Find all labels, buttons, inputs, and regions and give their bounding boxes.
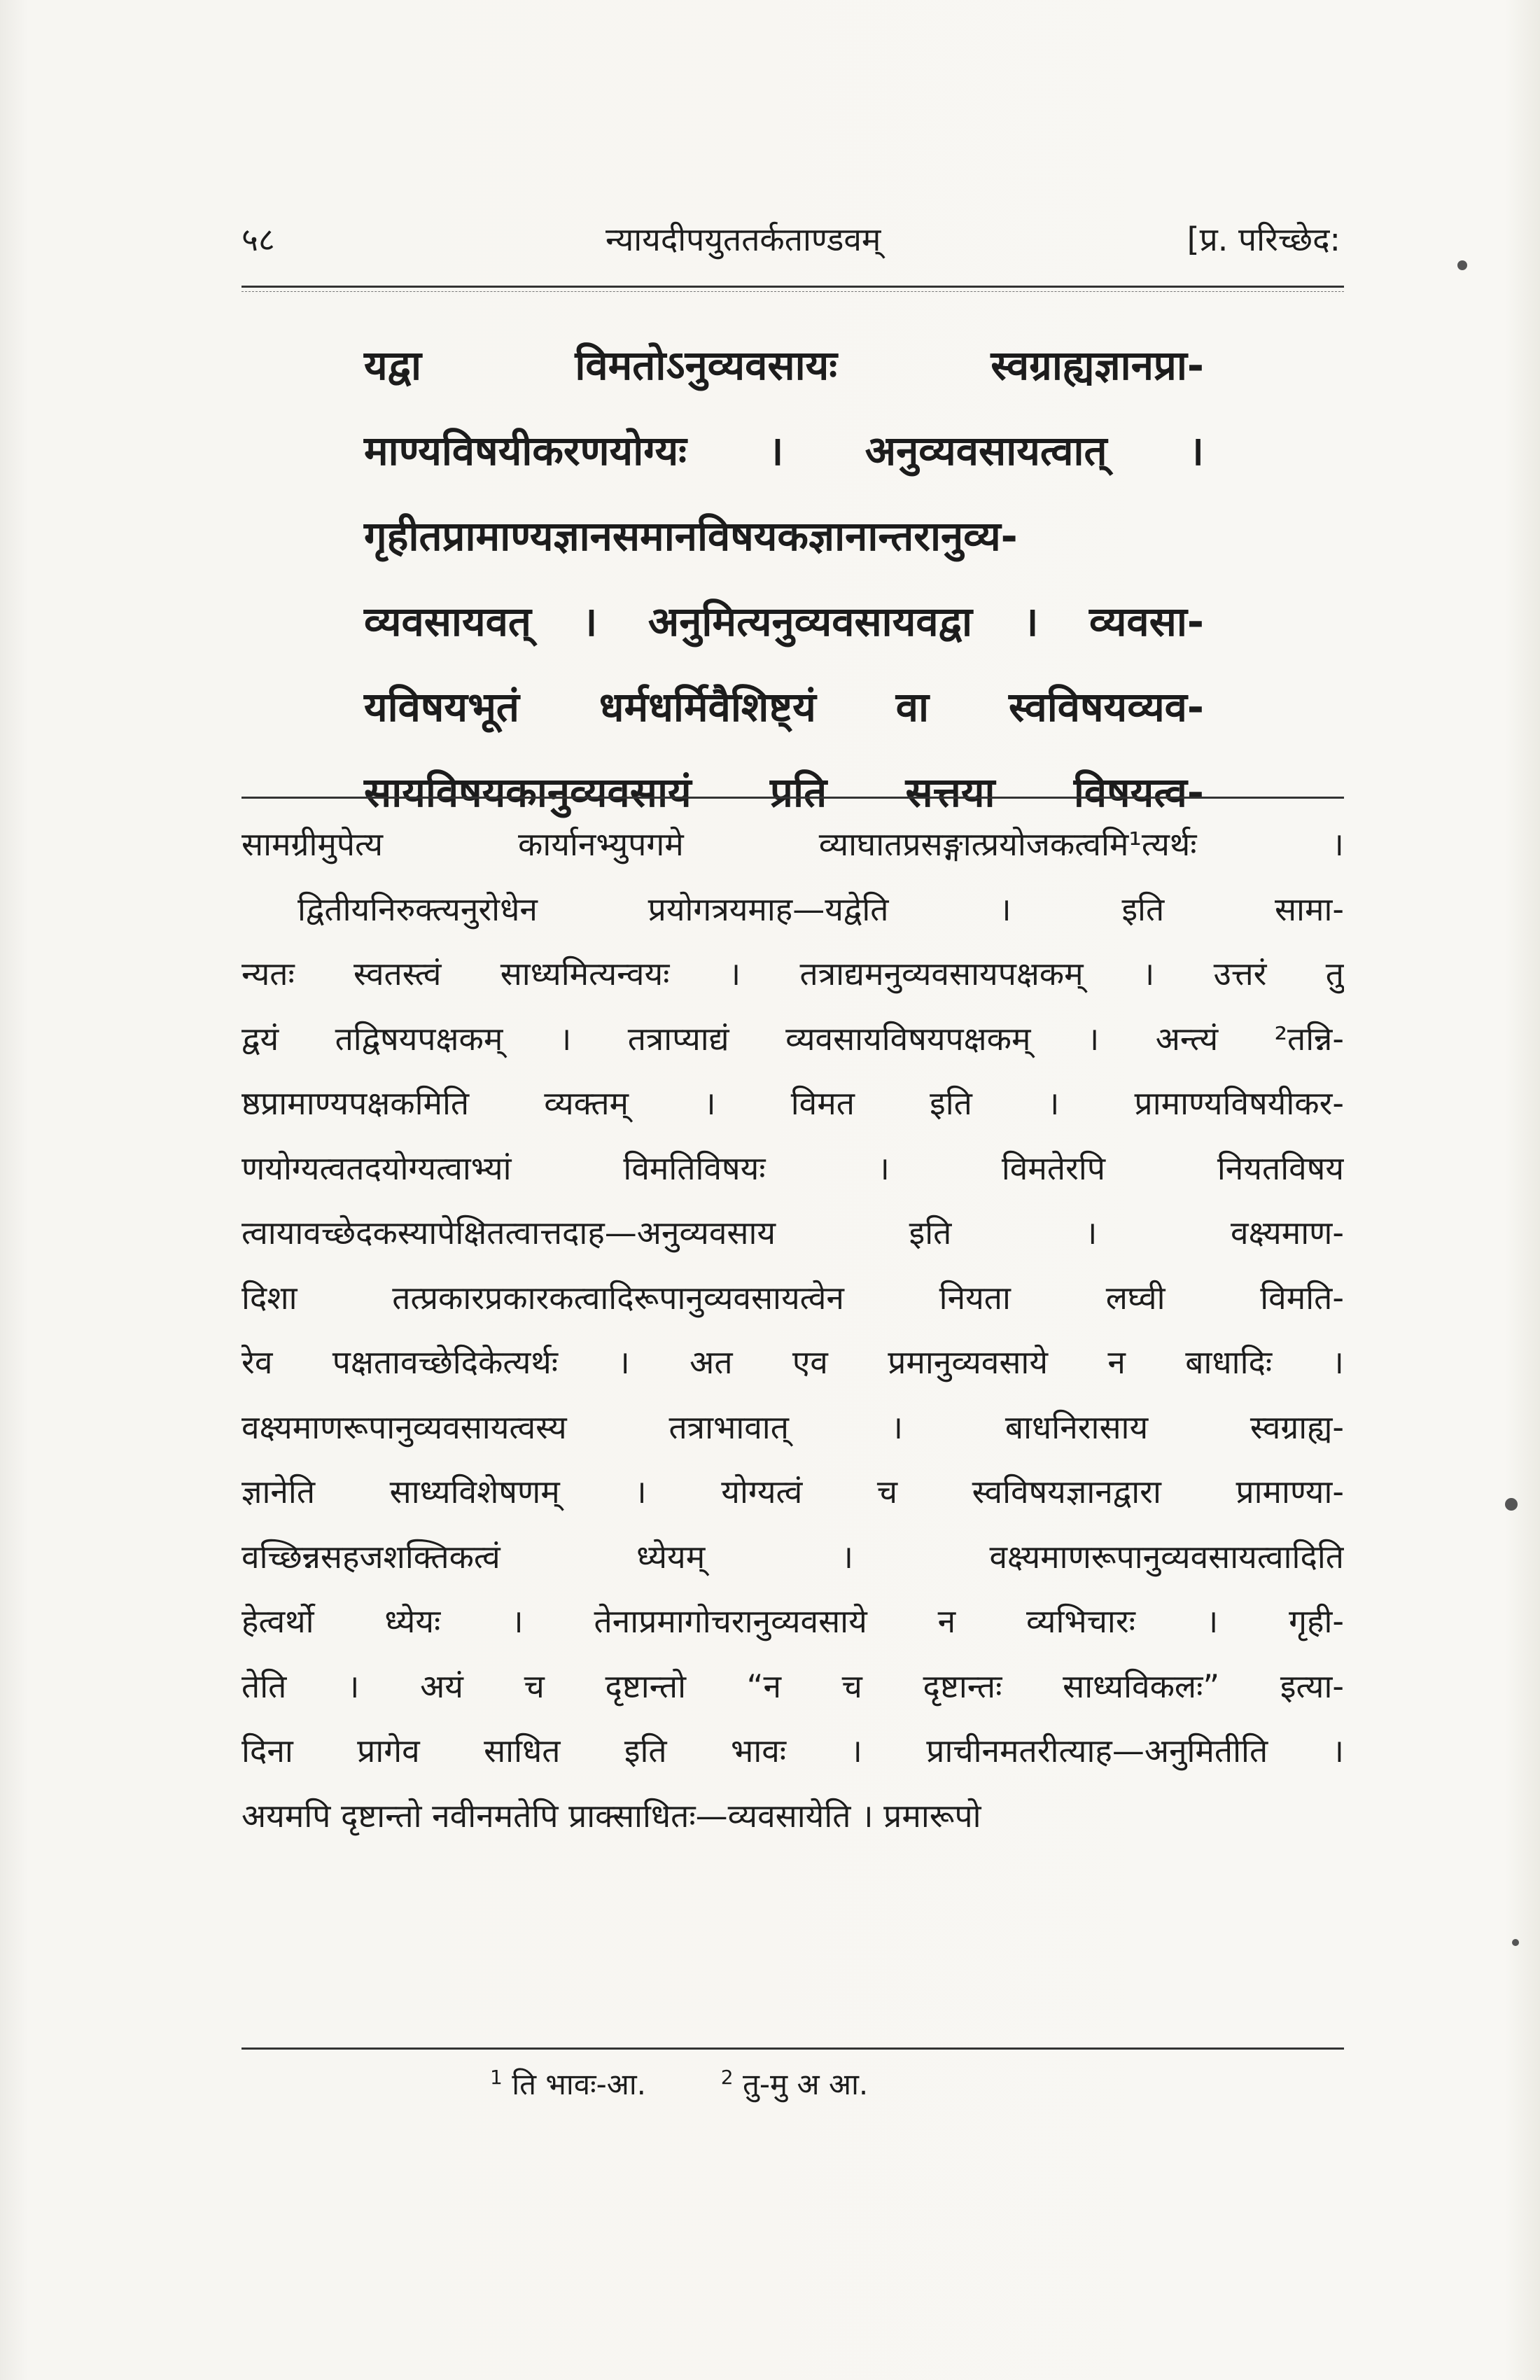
root-text-line: माण्यविषयीकरणयोग्यः । अनुव्यवसायत्वात् । (364, 427, 1204, 475)
commentary-line: दिशा तत्प्रकारप्रकारकत्वादिरूपानुव्यवसायत्वेन नियता लघ्वी विमति- (241, 1278, 1344, 1317)
commentary-line: दिना प्रागेव साधित इति भावः । प्राचीनमतरीत्याह—अनुमितीति । (241, 1732, 1344, 1770)
commentary-line: तेति । अयं च दृष्टान्तो “न च दृष्टान्तः साध्यविकलः” इत्या- (241, 1667, 1344, 1705)
commentary-line: अयमपि दृष्टान्तो नवीनमतेपि प्राक्साधितः—व्यवसायेति । प्रमारूपो (241, 1796, 981, 1835)
footnote-text: ति भावः-आ. (512, 2067, 647, 2101)
header-dashed-rule (241, 291, 1344, 292)
footnote-marker: 2 (720, 2066, 734, 2089)
root-text-line: यविषयभूतं धर्मधर्मिवैशिष्ट्यं वा स्वविषयव्यव- (364, 683, 1204, 731)
root-text-block (364, 336, 1204, 848)
commentary-line: रेव पक्षतावच्छेदिकेत्यर्थः । अत एव प्रमानुव्यवसाये न बाधादिः । (241, 1343, 1344, 1381)
footnote-rule (241, 2047, 1344, 2050)
root-text-line: गृहीतप्रामाण्यज्ञानसमानविषयकज्ञानान्तरानुव्य- (364, 512, 1018, 560)
commentary-line: द्वयं तद्विषयपक्षकम् । तत्राप्याद्यं व्यवसायविषयपक्षकम् । अन्त्यं ²तन्नि- (241, 1019, 1344, 1058)
root-text-divider (241, 797, 1344, 799)
commentary-block (241, 812, 1344, 1848)
commentary-line: ज्ञानेति साध्यविशेषणम् । योग्यत्वं च स्वविषयज्ञानद्वारा प्रामाण्या- (241, 1473, 1344, 1511)
running-header (241, 210, 1340, 273)
commentary-line: ष्ठप्रामाण्यपक्षकमिति व्यक्तम् । विमत इति । प्रामाण्यविषयीकर- (241, 1084, 1344, 1122)
commentary-line: हेत्वर्थो ध्येयः । तेनाप्रमागोचरानुव्यवसाये न व्यभिचारः । गृही- (241, 1602, 1344, 1640)
header-rule (241, 286, 1344, 288)
commentary-line: त्वायावच्छेदकस्यापेक्षितत्वात्तदाह—अनुव्यवसाय इति । वक्ष्यमाण- (241, 1214, 1344, 1252)
page-number: ५८ (241, 220, 275, 258)
section-label: [प्र. परिच्छेद: (1186, 220, 1340, 258)
root-text-line: यद्वा विमतोऽनुव्यवसायः स्वग्राह्यज्ञानप्रा- (364, 342, 1204, 389)
commentary-line: द्वितीयनिरुक्त्यनुरोधेन प्रयोगत्रयमाह—यद्वेति । इति सामा- (298, 890, 1344, 928)
book-title: न्यायदीपयुततर्कताण्डवम् (606, 220, 881, 258)
commentary-line: सामग्रीमुपेत्य कार्यानभ्युपगमे व्याघातप्रसङ्गात्प्रयोजकत्वमि¹त्यर्थः । (241, 825, 1344, 863)
commentary-line: वच्छिन्नसहजशक्तिकत्वं ध्येयम् । वक्ष्यमाणरूपानुव्यवसायत्वादिति (241, 1537, 1344, 1576)
binding-hole-mark (1505, 1498, 1518, 1511)
root-text-line: व्यवसायवत् । अनुमित्यनुव्यवसायवद्वा । व्यवसा- (364, 598, 1204, 645)
binding-hole-mark (1457, 260, 1467, 270)
footnotes (490, 2064, 868, 2104)
binding-hole-mark (1512, 1939, 1519, 1946)
footnote-marker: 1 (490, 2066, 503, 2089)
commentary-line: वक्ष्यमाणरूपानुव्यवसायत्वस्य तत्राभावात् । बाधनिरासाय स्वग्राह्य- (241, 1408, 1344, 1446)
commentary-line: णयोग्यत्वतदयोग्यत्वाभ्यां विमतिविषयः । विमतेरपि नियतविषय (241, 1149, 1344, 1187)
footnote-text: तु-मु अ आ. (742, 2067, 869, 2101)
commentary-line: न्यतः स्वतस्त्वं साध्यमित्यन्वयः । तत्राद्यमनुव्यवसायपक्षकम् । उत्तरं तु (241, 955, 1344, 993)
root-text-line: सायविषयकानुव्यवसायं प्रति सत्तया विषयत्व- (364, 769, 1204, 816)
